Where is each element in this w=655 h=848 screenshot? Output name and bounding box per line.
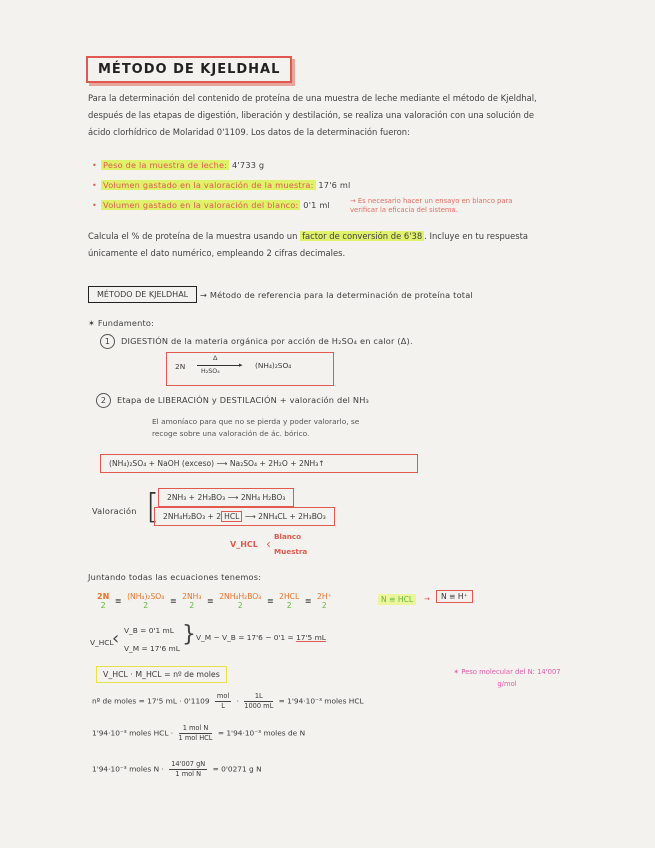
molecular-weight-note: ✶ Peso molecular del N: 14'007 g/mol	[453, 668, 561, 688]
bullet-icon: •	[92, 180, 98, 190]
method-box: MÉTODO DE KJELDHAL	[88, 286, 197, 303]
equation-valoracion-1: 2NH₃ + 2H₃BO₃ ⟶ 2NH₄ H₂BO₃	[158, 488, 294, 507]
equation-digestion: 2N Δ ▸ H₂SO₄ (NH₄)₂SO₄	[166, 352, 334, 386]
equation-valoracion-2: 2NH₄H₂BO₃ + 2 HCL ⟶ 2NH₄CL + 2H₃BO₃	[154, 507, 335, 526]
split-bracket-icon: ‹	[266, 537, 271, 551]
data-item-sample-volume: • Volumen gastado en la valoración de la muestra: 17'6 ml	[92, 180, 351, 190]
intro-paragraph: Para la determinación del contenido de proteína de una muestra de leche mediante el método de Kjeldhal, después de las etapas de digestión, liberación y destilación, se realiza una valoración con una solución de ácido clorhídrico de Molaridad 0'1109. Los datos de la determinación fueron:	[88, 93, 537, 137]
conversion-factor: factor de conversión de 6'38	[302, 231, 423, 241]
moles-formula: V_HCL · M_HCL = nº de moles	[96, 666, 227, 683]
vhcl-split-label: V_HCL	[90, 638, 114, 647]
result-n-hplus: N ≡ H⁺	[436, 590, 473, 603]
volume-difference: V_M − V_B = 17'6 − 0'1 = 17'5 mL	[196, 633, 326, 642]
step-number-1: 1	[100, 334, 115, 349]
bullet-icon: •	[92, 200, 98, 210]
equation-liberation: (NH₄)₂SO₄ + NaOH (exceso) ⟶ Na₂SO₄ + 2H₂O + 2NH₃↑	[100, 454, 418, 473]
question-text: Calcula el % de proteína de la muestra usando un factor de conversión de 6'38 . Incluye en tu respuesta únicamente el dato numérico, empleando 2 cifras decimales.	[88, 231, 529, 258]
equivalence-chain: 2N 2 ≡ (NH₄)₂SO₄ 2 ≡ 2NH₃ 2 ≡ 2NH₄H₂BO₃ 2 ≡ 2HCL 2 ≡ 2H⁺ 2	[97, 592, 332, 610]
calc-moles-hcl: nº de moles = 17'5 mL · 0'1109 $\frac{\text{mol}}{L}$ · $\frac{1L}{1000 mL}$ = 1'94·10⁻³ moles HCL	[92, 692, 364, 710]
brace-icon: [	[146, 487, 160, 527]
valoracion-label: Valoración	[92, 506, 137, 516]
step-1: 1 DIGESTIÓN de la materia orgánica por acción de H₂SO₄ en calor (Δ).	[100, 334, 413, 349]
vhcl-label: V_HCL	[230, 540, 258, 549]
split-bracket-icon: ‹	[112, 628, 120, 649]
page-title: MÉTODO DE KJELDHAL	[86, 56, 292, 83]
arrow-icon: →	[424, 595, 430, 603]
vhcl-muestra: Muestra	[274, 547, 308, 556]
step-2-note: El amoníaco para que no se pierda y poder valorarlo, se recoge sobre una valoración de ác. bórico.	[152, 417, 360, 438]
vhcl-blanco: Blanco	[274, 532, 302, 541]
step-2: 2 Etapa de LIBERACIÓN y DESTILACIÓN + valoración del NH₃	[96, 393, 369, 408]
blank-note: → Es necesario hacer un ensayo en blanco para verificar la eficacia del sistema.	[350, 197, 513, 214]
data-item-blank-volume: • Volumen gastado en la valoración del blanco: 0'1 ml	[92, 200, 331, 210]
data-item-weight: • Peso de la muestra de leche: 4'733 g	[92, 160, 265, 170]
reaction-arrow	[197, 365, 241, 366]
calc-moles-n: 1'94·10⁻³ moles HCL · $\frac{\text{1 mol N}}{\text{1 mol HCL}}$ = 1'94·10⁻³ moles de N	[92, 724, 306, 742]
juntando-heading: Juntando todas las ecuaciones tenemos:	[88, 572, 262, 582]
result-n-hcl: N ≡ HCL	[378, 594, 416, 605]
volume-sample: V_M = 17'6 mL	[124, 644, 180, 653]
bullet-icon: •	[92, 160, 98, 170]
fundamento-heading: ✶ Fundamento:	[88, 318, 155, 328]
step-number-2: 2	[96, 393, 111, 408]
volume-blank: V_B = 0'1 mL	[124, 626, 174, 635]
close-brace-icon: }	[182, 622, 196, 647]
arrow-head-icon: ▸	[239, 361, 243, 369]
calc-grams-n: 1'94·10⁻³ moles N · $\frac{14'007 gN}{\text{1 mol N}}$ = 0'0271 g N	[92, 760, 262, 778]
method-description: → Método de referencia para la determinación de proteína total	[200, 290, 473, 300]
